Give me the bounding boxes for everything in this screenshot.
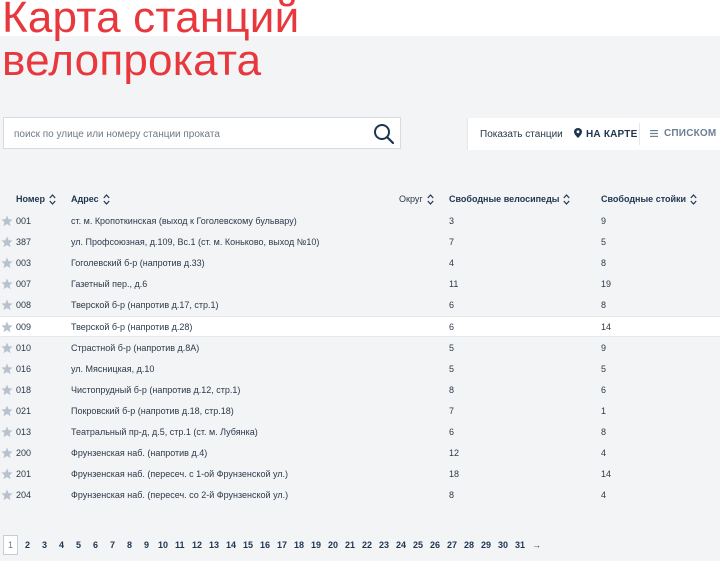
page-link[interactable]: 13 xyxy=(209,540,220,550)
page-link[interactable]: 27 xyxy=(447,540,458,550)
page-link[interactable]: 28 xyxy=(464,540,475,550)
cell-free-bikes: 6 xyxy=(449,300,455,310)
cell-number: 007 xyxy=(16,279,32,289)
list-icon xyxy=(650,130,658,137)
cell-number: 021 xyxy=(16,406,32,416)
sort-icon xyxy=(49,194,56,205)
view-list-label: СПИСКОМ xyxy=(664,128,717,139)
page-link[interactable]: 20 xyxy=(328,540,339,550)
star-icon[interactable] xyxy=(1,363,13,375)
column-header-district[interactable] xyxy=(399,194,434,205)
cell-address: Фрунзенская наб. (пересеч. со 2-й Фрунзенской ул.) xyxy=(71,490,289,500)
column-header-free-docks[interactable] xyxy=(601,194,697,205)
sort-icon xyxy=(690,194,697,205)
page-link[interactable]: 30 xyxy=(498,540,509,550)
cell-address: Театральный пр-д, д.5, стр.1 (ст. м. Лубянка) xyxy=(71,427,258,437)
table-row[interactable] xyxy=(0,464,720,485)
cell-free-docks: 9 xyxy=(601,343,607,353)
cell-number: 009 xyxy=(16,322,32,332)
cell-address: Чистопрудный б-р (напротив д.12, стр.1) xyxy=(71,385,241,395)
page-link[interactable]: 8 xyxy=(127,540,133,550)
star-icon[interactable] xyxy=(1,342,13,354)
page-link[interactable]: 25 xyxy=(413,540,424,550)
cell-number: 001 xyxy=(16,216,32,226)
cell-free-docks: 8 xyxy=(601,300,607,310)
star-icon[interactable] xyxy=(1,321,13,333)
cell-number: 204 xyxy=(16,490,32,500)
cell-address: Тверской б-р (напротив д.17, стр.1) xyxy=(71,300,219,310)
page-link[interactable]: 3 xyxy=(42,540,48,550)
page-link[interactable]: 17 xyxy=(277,540,288,550)
table-row[interactable] xyxy=(0,211,720,232)
star-icon[interactable] xyxy=(1,236,13,248)
cell-free-bikes: 7 xyxy=(449,406,455,416)
cell-number: 013 xyxy=(16,427,32,437)
table-row-highlighted[interactable] xyxy=(0,316,720,337)
page-link[interactable]: 24 xyxy=(396,540,407,550)
table-row[interactable] xyxy=(0,359,720,380)
cell-address: Страстной б-р (напротив д.8А) xyxy=(71,343,200,353)
view-switch xyxy=(467,118,720,150)
search-box xyxy=(3,117,401,149)
view-map-button[interactable] xyxy=(574,128,637,140)
cell-number: 008 xyxy=(16,300,32,310)
page-link[interactable]: 15 xyxy=(243,540,254,550)
sort-icon xyxy=(563,194,570,205)
cell-address: Покровский б-р (напротив д.18, стр.18) xyxy=(71,406,234,416)
cell-free-docks: 5 xyxy=(601,237,607,247)
table-row[interactable] xyxy=(0,253,720,274)
page-link[interactable]: 19 xyxy=(311,540,322,550)
cell-number: 016 xyxy=(16,364,32,374)
cell-address: Фрунзенская наб. (пересеч. с 1-ой Фрунзенской ул.) xyxy=(71,469,289,479)
page-link[interactable]: 23 xyxy=(379,540,390,550)
star-icon[interactable] xyxy=(1,447,13,459)
star-icon[interactable] xyxy=(1,384,13,396)
table-row[interactable] xyxy=(0,338,720,359)
page-link[interactable]: 29 xyxy=(481,540,492,550)
column-header-free-docks-label: Свободные стойки xyxy=(601,194,687,204)
page-link[interactable]: 22 xyxy=(362,540,373,550)
view-map-label: НА КАРТЕ xyxy=(586,129,638,140)
table-row[interactable] xyxy=(0,274,720,295)
cell-address: Газетный пер., д.6 xyxy=(71,279,148,289)
cell-address: Тверской б-р (напротив д.28) xyxy=(71,322,193,332)
cell-free-docks: 8 xyxy=(601,427,607,437)
cell-number: 201 xyxy=(16,469,32,479)
cell-address: ул. Профсоюзная, д.109, Вс.1 (ст. м. Коньково, выход №10) xyxy=(71,237,320,247)
table-row[interactable] xyxy=(0,485,720,506)
map-pin-icon xyxy=(574,128,582,138)
cell-address: ул. Мясницкая, д.10 xyxy=(71,364,155,374)
star-icon[interactable] xyxy=(1,257,13,269)
page-link[interactable]: 10 xyxy=(158,540,169,550)
cell-free-bikes: 8 xyxy=(449,490,455,500)
column-header-free-bikes-label: Свободные велосипеды xyxy=(449,194,560,204)
page-link[interactable]: 11 xyxy=(175,540,185,550)
cell-free-docks: 9 xyxy=(601,216,607,226)
page-link[interactable]: 6 xyxy=(93,540,99,550)
page-link[interactable]: 16 xyxy=(260,540,271,550)
page-link[interactable]: 7 xyxy=(110,540,116,550)
cell-free-bikes: 12 xyxy=(449,448,460,458)
column-header-free-bikes[interactable] xyxy=(449,194,570,205)
cell-address: Фрунзенская наб. (напротив д.4) xyxy=(71,448,208,458)
cell-free-bikes: 8 xyxy=(449,385,455,395)
cell-free-bikes: 3 xyxy=(449,216,455,226)
cell-free-bikes: 6 xyxy=(449,322,455,332)
cell-number: 003 xyxy=(16,258,32,268)
page-link[interactable]: 5 xyxy=(76,540,82,550)
page-link[interactable]: 12 xyxy=(192,540,203,550)
column-header-address[interactable] xyxy=(71,194,110,205)
cell-free-bikes: 4 xyxy=(449,258,455,268)
cell-free-docks: 14 xyxy=(601,322,612,332)
cell-address: ст. м. Кропоткинская (выход к Гоголевскому бульвару) xyxy=(71,216,297,226)
cell-free-docks: 19 xyxy=(601,279,612,289)
cell-free-docks: 8 xyxy=(601,258,607,268)
column-header-number-label: Номер xyxy=(16,194,46,204)
star-icon[interactable] xyxy=(1,489,13,501)
cell-free-bikes: 5 xyxy=(449,343,455,353)
page-link[interactable]: 18 xyxy=(294,540,305,550)
sort-icon xyxy=(103,194,110,205)
cell-free-docks: 4 xyxy=(601,490,607,500)
star-icon[interactable] xyxy=(1,405,13,417)
table-row[interactable] xyxy=(0,422,720,443)
column-header-number[interactable] xyxy=(16,194,56,205)
cell-number: 387 xyxy=(16,237,32,247)
page-link[interactable]: 14 xyxy=(226,540,237,550)
cell-free-docks: 4 xyxy=(601,448,607,458)
cell-free-docks: 5 xyxy=(601,364,607,374)
star-icon[interactable] xyxy=(1,468,13,480)
table-row[interactable] xyxy=(0,295,720,316)
cell-free-bikes: 6 xyxy=(449,427,455,437)
table-row[interactable] xyxy=(0,443,720,464)
cell-free-bikes: 11 xyxy=(449,279,459,289)
search-input[interactable] xyxy=(12,118,366,150)
table-row[interactable] xyxy=(0,232,720,253)
page-title-line-1: Карта станций xyxy=(2,0,300,42)
star-icon[interactable] xyxy=(1,278,13,290)
page-link[interactable]: 21 xyxy=(345,540,356,550)
cell-number: 018 xyxy=(16,385,32,395)
page-link[interactable]: 31 xyxy=(515,540,526,550)
page-title-line-2: велопроката xyxy=(2,36,262,85)
page-title xyxy=(2,0,300,85)
page-link[interactable]: 4 xyxy=(59,540,65,550)
cell-free-docks: 14 xyxy=(601,469,612,479)
page-link[interactable]: 2 xyxy=(25,540,31,550)
star-icon[interactable] xyxy=(1,299,13,311)
star-icon[interactable] xyxy=(1,426,13,438)
star-icon[interactable] xyxy=(1,215,13,227)
column-header-district-label: Округ xyxy=(399,194,423,204)
cell-number: 010 xyxy=(16,343,32,353)
table-row[interactable] xyxy=(0,380,720,401)
cell-free-docks: 1 xyxy=(601,406,607,416)
next-page-arrow-icon[interactable]: → xyxy=(532,540,541,550)
view-switch-label: Показать станции xyxy=(480,129,563,140)
cell-free-docks: 6 xyxy=(601,385,607,395)
cell-free-bikes: 18 xyxy=(449,469,460,479)
cell-free-bikes: 7 xyxy=(449,237,455,247)
column-header-address-label: Адрес xyxy=(71,194,99,204)
sort-icon xyxy=(427,194,434,205)
page-link[interactable]: 9 xyxy=(144,540,150,550)
table-row[interactable] xyxy=(0,401,720,422)
page-current[interactable]: 1 xyxy=(3,535,18,555)
cell-free-bikes: 5 xyxy=(449,364,455,374)
cell-number: 200 xyxy=(16,448,32,458)
search-icon[interactable] xyxy=(372,122,396,146)
page-link[interactable]: 26 xyxy=(430,540,441,550)
view-list-button[interactable] xyxy=(639,123,719,145)
cell-address: Гоголевский б-р (напротив д.33) xyxy=(71,258,205,268)
